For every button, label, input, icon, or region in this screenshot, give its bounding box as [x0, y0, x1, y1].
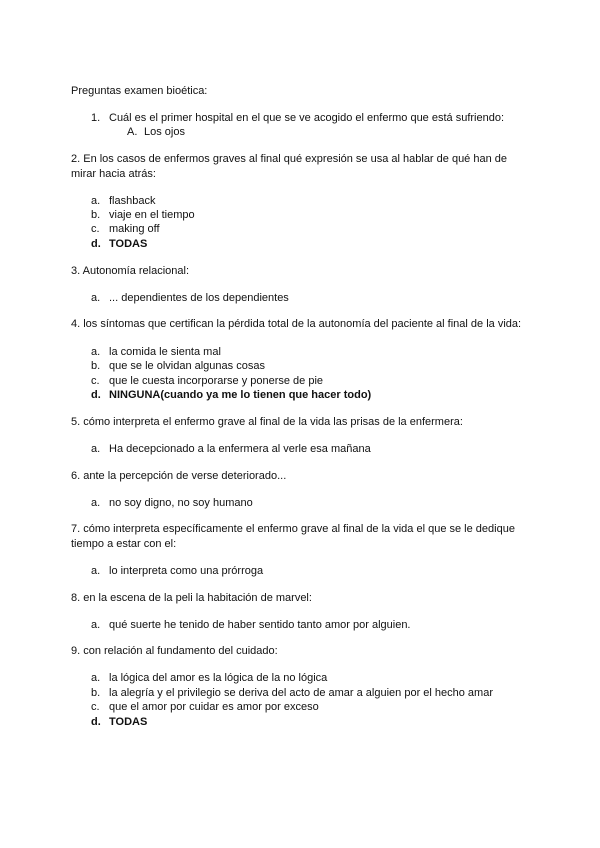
- question-5-text: 5. cómo interpreta el enfermo grave al final de la vida las prisas de la enfermera:: [71, 416, 463, 428]
- question-9-option-a: la lógica del amor es la lógica de la no lógica: [109, 672, 328, 684]
- question-1-text: Cuál es el primer hospital en el que se ve acogido el enfermo que está sufriendo:: [109, 112, 505, 124]
- question-9-option-b: la alegría y el privilegio se deriva del acto de amar a alguien por el hecho amar: [109, 687, 493, 699]
- document-title: Preguntas examen bioética:: [71, 85, 208, 97]
- question-1-answer: Los ojos: [144, 126, 185, 138]
- question-2-line-2: mirar hacia atrás:: [71, 168, 156, 180]
- question-2-option-a-marker: a.: [91, 195, 101, 207]
- question-9-option-d: TODAS: [109, 716, 148, 728]
- question-9-option-d-marker: d.: [91, 716, 101, 728]
- question-6-option-a: no soy digno, no soy humano: [109, 497, 253, 509]
- question-7-option-a: lo interpreta como una prórroga: [109, 565, 264, 577]
- question-2-option-d-marker: d.: [91, 238, 101, 250]
- question-2-option-a: flashback: [109, 195, 156, 207]
- question-6-option-a-marker: a.: [91, 497, 101, 509]
- question-4-option-c: que le cuesta incorporarse y ponerse de pie: [109, 375, 324, 387]
- question-4-option-a: la comida le sienta mal: [109, 346, 221, 358]
- question-2-option-c: making off: [109, 223, 160, 235]
- question-9-option-b-marker: b.: [91, 687, 101, 699]
- question-4-option-d-marker: d.: [91, 389, 101, 401]
- question-7-line-2: tiempo a estar con el:: [71, 538, 177, 550]
- question-4-option-d: NINGUNA(cuando ya me lo tienen que hacer todo): [109, 389, 372, 401]
- question-2-line-1: 2. En los casos de enfermos graves al final qué expresión se usa al hablar de qué han de: [71, 153, 507, 165]
- question-2-option-b: viaje en el tiempo: [109, 209, 195, 221]
- question-3-text: 3. Autonomía relacional:: [71, 265, 190, 277]
- question-4-option-b-marker: b.: [91, 360, 101, 372]
- question-8-option-a: qué suerte he tenido de haber sentido tanto amor por alguien.: [109, 619, 411, 631]
- question-7-line-1: 7. cómo interpreta específicamente el enfermo grave al final de la vida el que se le dedique: [71, 523, 515, 535]
- question-8-text: 8. en la escena de la peli la habitación de marvel:: [71, 592, 312, 604]
- question-3-option-a-marker: a.: [91, 292, 101, 304]
- question-7-option-a-marker: a.: [91, 565, 101, 577]
- question-5-option-a: Ha decepcionado a la enfermera al verle esa mañana: [109, 443, 371, 455]
- question-4-text: 4. los síntomas que certifican la pérdida total de la autonomía del paciente al final de la vida:: [71, 318, 522, 330]
- question-4-option-a-marker: a.: [91, 346, 101, 358]
- question-1-answer-marker: A.: [127, 126, 138, 138]
- question-4-option-b: que se le olvidan algunas cosas: [109, 360, 265, 372]
- question-8-option-a-marker: a.: [91, 619, 101, 631]
- question-5-option-a-marker: a.: [91, 443, 101, 455]
- question-9-option-c: que el amor por cuidar es amor por exceso: [109, 701, 319, 713]
- question-1-number: 1.: [91, 112, 101, 124]
- question-2-option-c-marker: c.: [91, 223, 100, 235]
- question-9-text: 9. con relación al fundamento del cuidado:: [71, 645, 278, 657]
- question-9-option-c-marker: c.: [91, 701, 100, 713]
- question-2-option-d: TODAS: [109, 238, 148, 250]
- question-3-option-a: ... dependientes de los dependientes: [109, 292, 289, 304]
- question-2-option-b-marker: b.: [91, 209, 101, 221]
- question-4-option-c-marker: c.: [91, 375, 100, 387]
- question-9-option-a-marker: a.: [91, 672, 101, 684]
- question-6-text: 6. ante la percepción de verse deteriorado...: [71, 470, 287, 482]
